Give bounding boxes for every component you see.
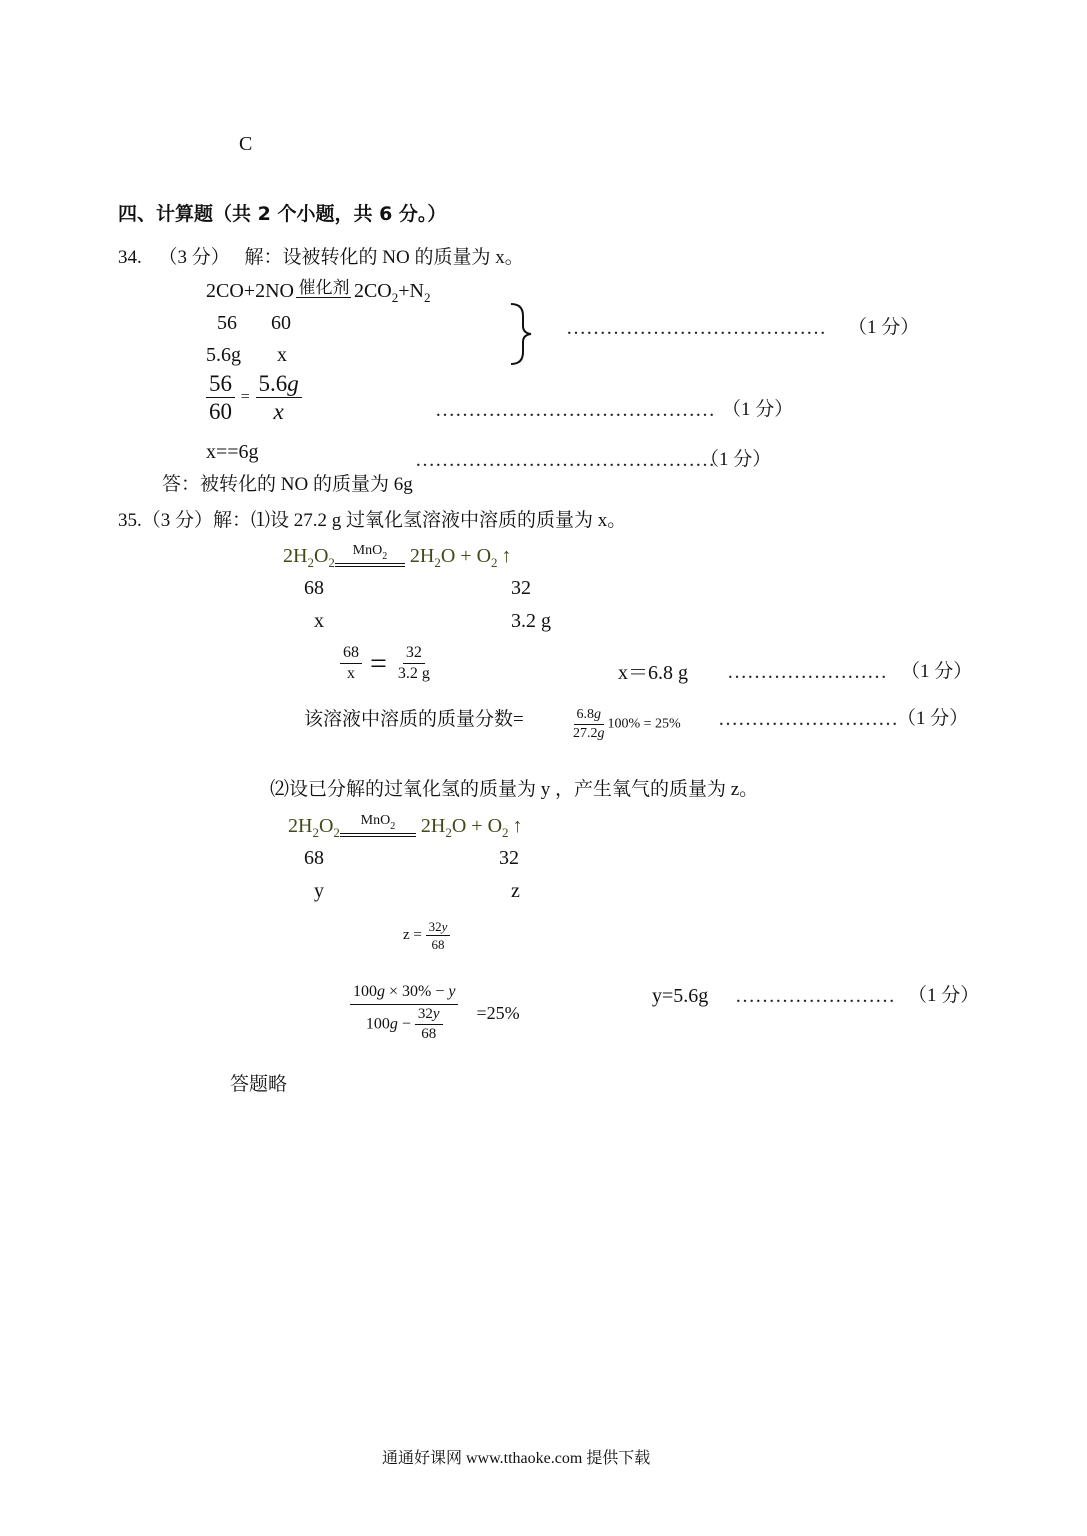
q35-dots-1: ……………………	[727, 661, 887, 683]
q34-frac-right-unit: g	[287, 371, 299, 396]
q35-x-result: x＝6.8 g	[618, 662, 688, 684]
q35-big-den-frac-var: y	[432, 1006, 440, 1022]
q34-frac-right-num-wrap	[256, 372, 302, 398]
q35-intro: 解：⑴设 27.2 g 过氧化氢溶液中溶质的质量为 x。	[213, 510, 627, 531]
q35-m68: 68	[304, 577, 324, 599]
q34-eq-right-a: 2CO	[353, 280, 392, 302]
q35-frac-a	[340, 645, 362, 682]
q35-z-expr	[403, 920, 450, 951]
q35-big-num	[350, 984, 458, 1005]
q35-big-den-frac	[415, 1007, 443, 1042]
q35-equation-1	[283, 543, 512, 575]
q34-catalyst-arrow	[294, 278, 354, 301]
page-footer: 通通好课网 www.tthaoke.com 提供下载	[382, 1450, 651, 1467]
q35-big-num-rest: × 30% −	[385, 983, 449, 1000]
q34-ratio-b: 60	[271, 312, 291, 334]
q35-g32: 3.2 g	[511, 610, 551, 632]
q35-big-num-a: 100	[353, 983, 377, 1000]
q34-score-3: （1 分）	[700, 449, 772, 470]
q35-big-eq: =25%	[476, 1003, 520, 1023]
q34-ratio-a: 56	[217, 312, 237, 334]
q35-z-num: 32	[428, 919, 442, 934]
q35-big-num-y: y	[448, 983, 456, 1000]
q35-frac-eq: =	[370, 646, 387, 680]
q35-eq2-o: O	[318, 815, 334, 837]
q35-big-den-a: 100	[365, 1015, 390, 1033]
q34-equation	[206, 278, 431, 305]
q34-mass-a: 5.6g	[206, 344, 241, 366]
q35-eq2-cat-label: MnO	[360, 813, 391, 828]
q35-big-den-frac-num-wrap	[415, 1007, 443, 1025]
q35-pct-den-wrap	[570, 725, 608, 741]
q34-frac-left-den: 60	[209, 399, 232, 424]
q34-frac-right-den: x	[273, 399, 284, 424]
q34-score-2: （1 分）	[722, 399, 794, 420]
q35-frac-a-num: 68	[340, 645, 362, 664]
q34-frac-eq: =	[240, 388, 250, 406]
q35-dots-3: ……………………	[735, 985, 895, 1007]
q35-eq2-o-o: O + O	[451, 815, 503, 837]
q35-m32-2: 32	[499, 847, 519, 869]
q35-eq1-sub4: 2	[491, 555, 498, 570]
q35-eq1-o: O	[313, 545, 329, 567]
q35-points: （3 分）	[141, 510, 214, 531]
q35-big-den-frac-den: 68	[421, 1026, 437, 1042]
q34-dots-1: …………………………………	[566, 317, 826, 339]
q34-eq-left: 2CO+2NO	[206, 280, 294, 302]
q35-eq2-arrow: ↑	[512, 815, 523, 837]
q35-pct-num: 6.8	[576, 707, 594, 722]
q35-score-3: （1 分）	[908, 985, 980, 1006]
q35-big-frac	[350, 984, 458, 1042]
q35-eq1-h: 2H	[283, 545, 308, 567]
q35-x: x	[314, 610, 324, 632]
q34-catalyst-label: 催化剂	[298, 278, 350, 297]
q35-eq1-sub1: 2	[307, 555, 314, 570]
q35-frac-a-den: x	[347, 665, 355, 682]
q34-frac-right	[256, 372, 302, 423]
q35-z-num-wrap	[426, 920, 451, 936]
q35-eq1-o-o: O + O	[440, 545, 492, 567]
q34-answer: 答：被转化的 NO 的质量为 6g	[162, 474, 413, 495]
q35-pct-den-unit: g	[597, 726, 605, 741]
q35-score-2: （1 分）	[897, 708, 969, 729]
q35-part2-intro: ⑵设已分解的过氧化氢的质量为 y ，产生氧气的质量为 z。	[270, 779, 759, 800]
q35-big-den-frac-num: 32	[417, 1006, 433, 1022]
q35-eq2-sub3: 2	[445, 825, 452, 840]
q35-big-den-mid: −	[397, 1015, 415, 1033]
q35-big-num-g: g	[377, 983, 385, 1000]
q34-eq-sub-a: 2	[391, 290, 399, 305]
q35-frac-b-den: 3.2 g	[397, 665, 430, 682]
q34-frac-left	[206, 372, 235, 423]
q35-pct-frac	[570, 708, 608, 741]
q34-line	[118, 248, 524, 267]
q35-big-den	[363, 1005, 446, 1042]
q35-z-eq: z =	[403, 927, 422, 943]
q35-line	[118, 511, 626, 530]
q35-z-den: 68	[431, 937, 445, 952]
q35-frac-b-num: 32	[403, 645, 425, 664]
q35-m68-2: 68	[304, 847, 324, 869]
q35-frac-b	[395, 645, 433, 682]
q35-eq2-h2o: 2H	[420, 815, 446, 837]
q35-pct-num-unit: g	[594, 707, 601, 722]
q35-big-fraction	[350, 984, 520, 1042]
q35-eq2-sub4: 2	[502, 825, 509, 840]
q35-pct-tail: 100% = 25%	[607, 716, 681, 732]
q34-mass-b: x	[277, 344, 287, 366]
q35-z: z	[511, 880, 520, 902]
top-answer-letter: C	[239, 133, 253, 155]
q35-eq1-cat-bar	[335, 563, 405, 567]
q35-eq2-sub2: 2	[333, 825, 340, 840]
q35-y: y	[314, 880, 324, 902]
q35-eq1-cat-label: MnO	[352, 543, 383, 558]
q35-score-1: （1 分）	[901, 661, 973, 682]
q34-result: x==6g	[206, 441, 259, 463]
q35-answer: 答题略	[230, 1074, 288, 1095]
q35-pct-num-wrap	[574, 708, 605, 725]
q35-eq2-h: 2H	[288, 815, 313, 837]
q35-eq2-cat-bar	[340, 833, 416, 837]
q35-pct-expr	[570, 708, 681, 741]
q34-score-1: （1 分）	[848, 317, 920, 338]
q35-eq1-arrow: ↑	[501, 545, 512, 567]
q34-dots-3: ………………………………………	[415, 449, 715, 471]
q34-number: 34.	[118, 247, 142, 268]
q35-eq1-cat-sub: 2	[382, 551, 388, 562]
q34-frac-right-num: 5.6	[258, 371, 288, 396]
q34-proportion	[206, 372, 302, 423]
q34-eq-sub-b: 2	[423, 290, 431, 305]
q35-dots-2: ………………………	[718, 708, 898, 730]
q34-points: （3 分）	[158, 247, 230, 268]
q35-y-result: y=5.6g	[652, 985, 709, 1007]
q35-eq1-h2o: 2H	[409, 545, 435, 567]
curly-brace-icon	[505, 302, 537, 366]
q35-equation-2	[288, 813, 523, 845]
q35-fraction-label: 该溶液中溶质的质量分数=	[304, 709, 524, 730]
q35-eq2-sub1: 2	[312, 825, 319, 840]
q34-dots-2: ……………………………………	[435, 399, 715, 421]
q35-z-num-var: y	[441, 919, 448, 934]
q35-pct-den: 27.2	[573, 726, 598, 741]
q35-eq2-catalyst	[340, 808, 416, 837]
q35-big-den-g: g	[389, 1015, 398, 1033]
q35-eq1-catalyst	[335, 538, 405, 567]
q35-eq2-cat-sub: 2	[390, 821, 396, 832]
section-heading: 四、计算题（共 2 个小题，共 6 分。）	[118, 203, 447, 225]
q34-frac-left-num: 56	[206, 372, 235, 398]
q35-m32: 32	[511, 577, 531, 599]
q35-number: 35.	[118, 510, 142, 531]
q35-eq1-sub2: 2	[328, 555, 335, 570]
q34-eq-right-b: +N	[398, 280, 424, 302]
q35-eq1-sub3: 2	[434, 555, 441, 570]
q35-z-frac	[426, 920, 451, 951]
q35-proportion	[340, 645, 433, 682]
q34-intro: 解：设被转化的 NO 的质量为 x。	[244, 247, 524, 268]
